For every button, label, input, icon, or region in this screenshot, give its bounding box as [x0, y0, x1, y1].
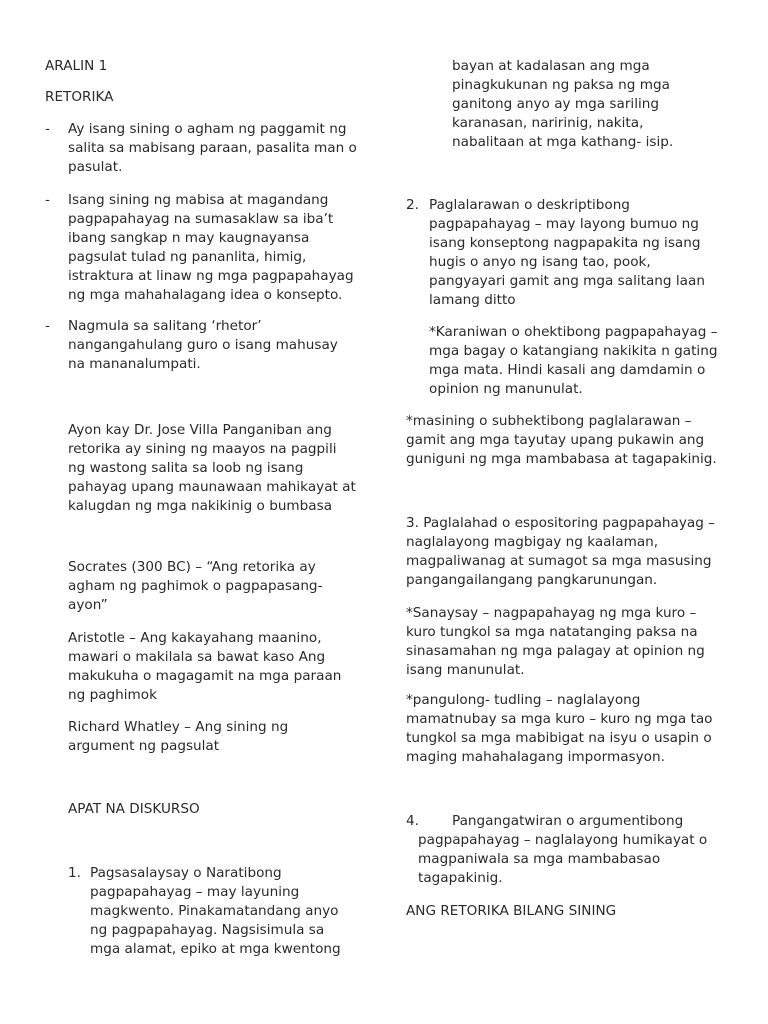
list-item-1-continued: pinagkukunan ng paksa ng mga [452, 77, 670, 93]
list-item-4: magpaniwala sa mga mambabasao [418, 851, 661, 867]
paragraph-socrates: agham ng paghimok o pagpapasang- [68, 578, 323, 594]
bullet-dash: - [45, 318, 50, 334]
paragraph-whatley: Richard Whatley – Ang sining ng [68, 719, 289, 735]
list-item-1: Pagsasalaysay o Naratibong [90, 865, 282, 881]
bullet-text: pasulat. [68, 159, 123, 175]
list-number: 1. [68, 865, 81, 881]
bullet-text: istraktura at linaw ng mga pagpapahayag [68, 268, 354, 284]
bullet-text: Ay isang sining o agham ng paggamit ng [68, 121, 347, 137]
paragraph-sanaysay: sinasamahan ng mga palagay at opinion ng [406, 643, 705, 659]
bullet-text: salita sa mabisang paraan, pasalita man o [68, 140, 357, 156]
paragraph-aristotle: mawari o makilala sa bawat kaso Ang [68, 649, 326, 665]
list-item-2: lamang ditto [429, 292, 516, 308]
paragraph-pangulong: *pangulong- tudling – naglalayong [406, 692, 641, 708]
paragraph-ayon: Ayon kay Dr. Jose Villa Panganiban ang [68, 422, 332, 438]
list-item-1: magkwento. Pinakamatandang anyo [90, 903, 339, 919]
list-item-3: pangangailangang pangkarunungan. [406, 572, 658, 588]
bullet-dash: - [45, 192, 50, 208]
title-heading: RETORIKA [45, 89, 114, 105]
paragraph-aristotle: ng paghimok [68, 687, 157, 703]
list-item-2: Paglalarawan o deskriptibong [429, 197, 630, 213]
paragraph-sanaysay: kuro tungkol sa mga natatanging paksa na [406, 624, 698, 640]
list-item-4: Pangangatwiran o argumentibong [452, 813, 684, 829]
list-item-1-continued: bayan at kadalasan ang mga [452, 58, 650, 74]
list-item-2: hugis o anyo ng isang tao, pook, [429, 254, 651, 270]
list-item-2: pangyayari gamit ang mga salitang laan [429, 273, 705, 289]
bullet-text: Isang sining ng mabisa at magandang [68, 192, 329, 208]
list-item-3: 3. Paglalahad o espositoring pagpapahayag – [406, 515, 715, 531]
bullet-text: na mananalumpati. [68, 356, 201, 372]
list-item-1: pagpapahayag – may layuning [90, 884, 300, 900]
paragraph-masining: gamit ang mga tayutay upang pukawin ang [406, 432, 705, 448]
paragraph-karaniwan: mga mata. Hindi kasali ang damdamin o [429, 362, 706, 378]
lesson-heading: ARALIN 1 [45, 58, 108, 74]
paragraph-ayon: kalugdan ng mga nakikinig o bumbasa [68, 498, 333, 514]
paragraph-aristotle: makukuha o magagamit na mga paraan [68, 668, 342, 684]
paragraph-aristotle: Aristotle – Ang kakayahang maanino, [68, 630, 322, 646]
list-item-1-continued: karanasan, naririnig, nakita, [452, 115, 644, 131]
paragraph-masining: guniguni ng mga mambabasa at tagapakinig. [406, 451, 717, 467]
bullet-text: pagsulat tulad ng pananlita, himig, [68, 249, 307, 265]
paragraph-whatley: argument ng pagsulat [68, 738, 220, 754]
paragraph-pangulong: tungkol sa mga mabibigat na isyu o usapin o [406, 730, 712, 746]
list-item-1-continued: ganitong anyo ay mga sariling [452, 96, 659, 112]
list-item-3: naglalayong magbigay ng kaalaman, [406, 534, 659, 550]
paragraph-ayon: retorika ay sining ng maayos na pagpili [68, 441, 337, 457]
list-item-2: pagpapahayag – may layong bumuo ng [429, 216, 699, 232]
bullet-text: pagpapahayag na sumasaklaw sa iba’t [68, 211, 334, 227]
list-item-1-continued: nabalitaan at mga kathang- isip. [452, 134, 674, 150]
paragraph-socrates: Socrates (300 BC) – “Ang retorika ay [68, 559, 316, 575]
list-item-4: tagapakinig. [418, 870, 503, 886]
bullet-text: Nagmula sa salitang ‘rhetor’ [68, 318, 262, 334]
paragraph-karaniwan: *Karaniwan o ohektibong pagpapahayag – [429, 324, 718, 340]
list-item-3: magpaliwanag at sumagot sa mga masusing [406, 553, 712, 569]
paragraph-masining: *masining o subhektibong paglalarawan – [406, 413, 692, 429]
paragraph-ayon: ng wastong salita sa loob ng isang [68, 460, 304, 476]
paragraph-sanaysay: *Sanaysay – nagpapahayag ng mga kuro – [406, 605, 697, 621]
paragraph-karaniwan: opinion ng manunulat. [429, 381, 583, 397]
section-heading: APAT NA DISKURSO [68, 801, 200, 817]
list-number: 4. [406, 813, 419, 829]
list-item-2: isang konseptong nagpapakita ng isang [429, 235, 701, 251]
paragraph-karaniwan: mga bagay o katangiang nakikita n gating [429, 343, 718, 359]
paragraph-ayon: pahayag upang maunawaan mahikayat at [68, 479, 356, 495]
paragraph-sanaysay: isang manunulat. [406, 662, 525, 678]
bullet-text: ibang sangkap n may kaugnayansa [68, 230, 310, 246]
list-item-4: pagpapahayag – naglalayong humikayat o [418, 832, 708, 848]
list-item-1: mga alamat, epiko at mga kwentong [90, 941, 341, 957]
paragraph-pangulong: maging mahahalagang impormasyon. [406, 749, 665, 765]
paragraph-socrates: ayon” [68, 597, 108, 613]
section-heading: ANG RETORIKA BILANG SINING [406, 903, 617, 919]
bullet-dash: - [45, 121, 50, 137]
bullet-text: nangangahulang guro o isang mahusay [68, 337, 338, 353]
list-item-1: ng pagpapahayag. Nagsisimula sa [90, 922, 325, 938]
list-number: 2. [406, 197, 419, 213]
paragraph-pangulong: mamatnubay sa mga kuro – kuro ng mga tao [406, 711, 713, 727]
bullet-text: ng mga mahahalagang idea o konsepto. [68, 287, 343, 303]
